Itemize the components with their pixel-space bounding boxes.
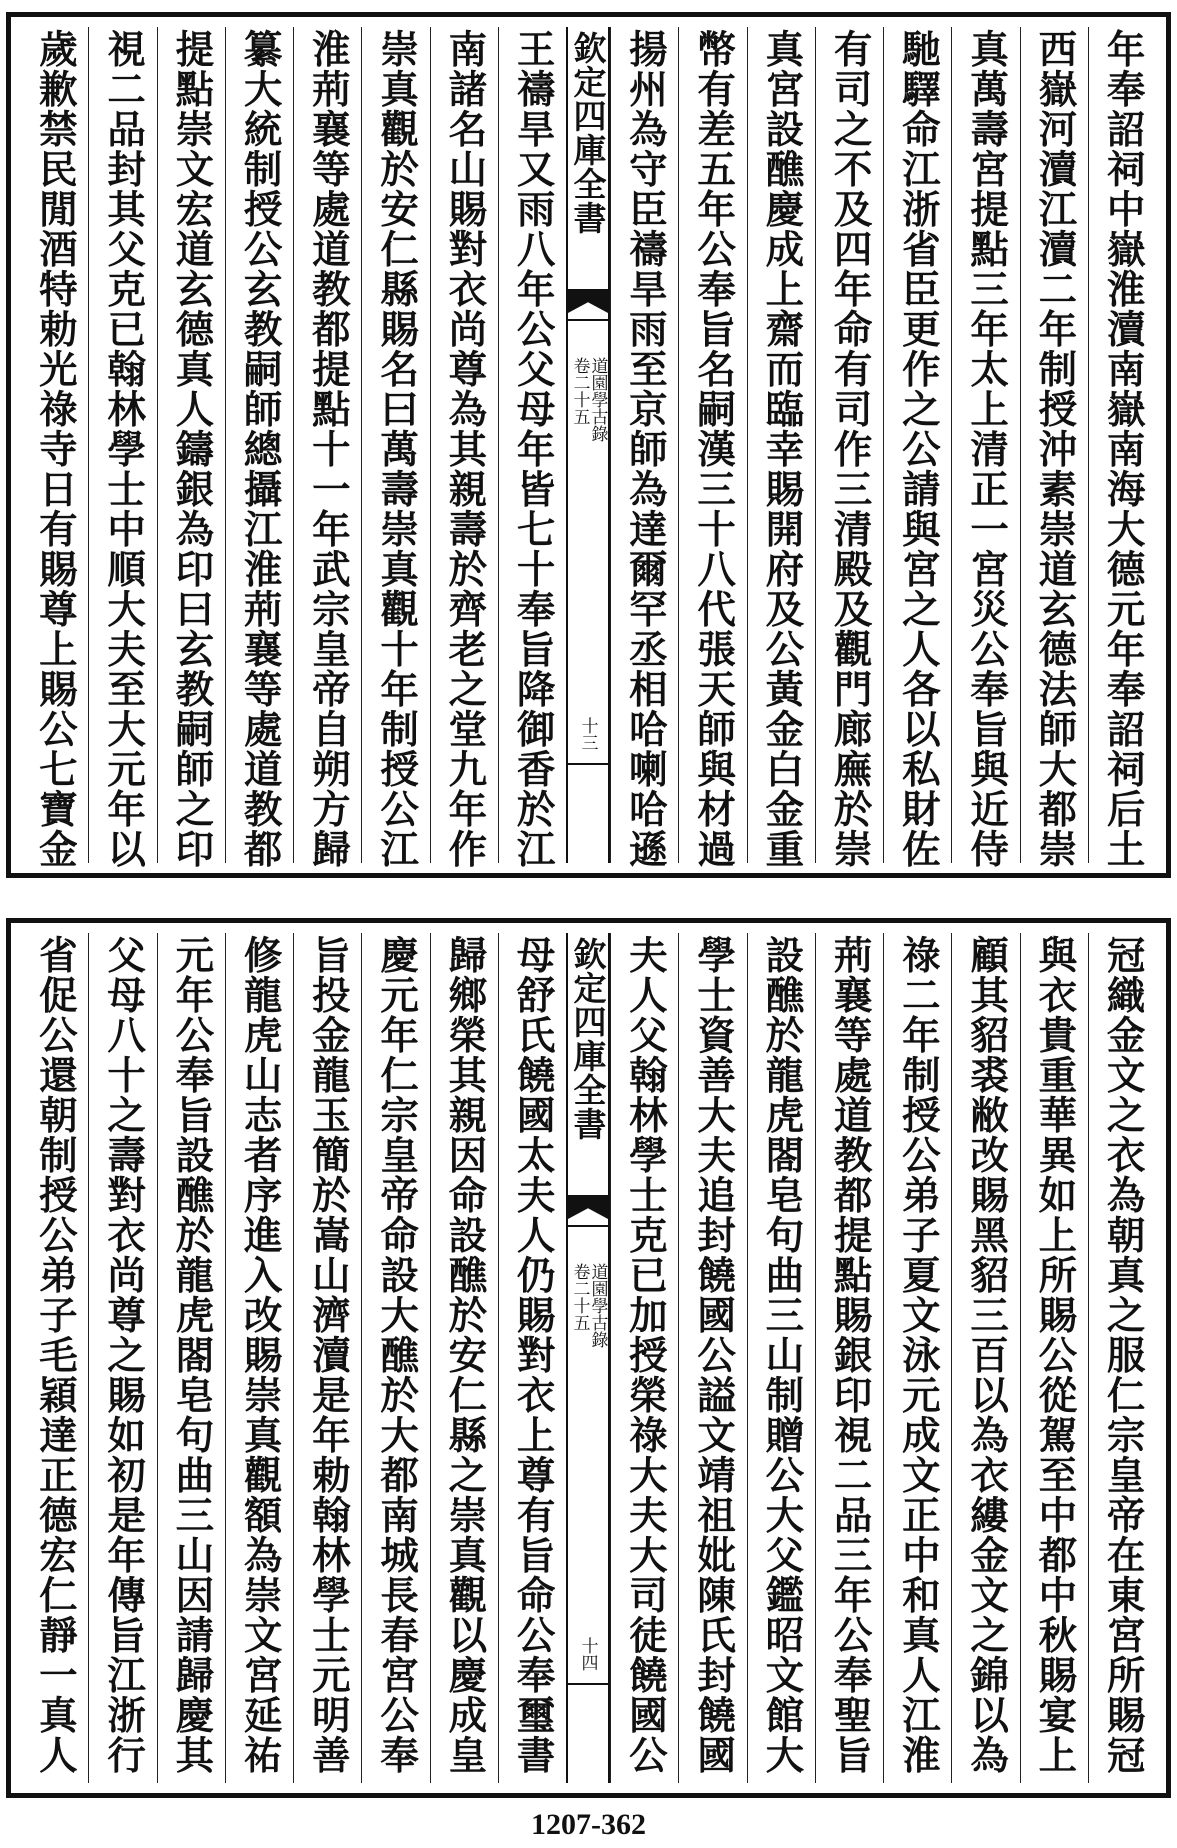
column-text: 慶元年仁宗皇帝命設大醮於大都南城長春宮公奉 — [374, 935, 420, 1775]
text-column — [883, 933, 951, 1783]
fishtail-mark — [568, 289, 608, 313]
column-text: 與衣貴重華異如上所賜公從駕至中都中秋賜宴上 — [1032, 935, 1078, 1775]
text-column — [88, 27, 156, 869]
text-column — [951, 933, 1019, 1783]
text-column — [1020, 27, 1088, 869]
text-column — [883, 27, 951, 869]
text-column — [498, 933, 566, 1783]
fold-center-strip — [566, 27, 610, 863]
column-text: 西嶽河瀆江瀆二年制授沖素崇道玄德法師大都崇 — [1032, 29, 1078, 869]
text-column — [361, 27, 429, 869]
text-column — [157, 933, 225, 1783]
text-column — [361, 933, 429, 1783]
leaf-number: 十四 — [577, 1637, 598, 1671]
column-text: 顧其貂裘敝改賜黑貂三百以為衣縷金文之錦以為 — [964, 935, 1010, 1775]
column-text: 馳驛命江浙省臣更作之公請與宮之人各以私財佐 — [895, 29, 941, 869]
text-column — [747, 27, 815, 869]
column-text: 歲歉禁民閒酒特勅光祿寺日有賜尊上賜公七寶金 — [32, 29, 78, 869]
column-text: 旨投金龍玉簡於嵩山濟瀆是年勅翰林學士元明善 — [305, 935, 351, 1775]
column-text: 纂大統制授公玄教嗣師總攝江淮荊襄等處道教都 — [237, 29, 283, 869]
fishtail-rule — [568, 1225, 608, 1227]
page-lower — [6, 918, 1171, 1798]
text-column — [430, 933, 498, 1783]
column-text: 元年公奉旨設醮於龍虎閤皂句曲三山因請歸慶其 — [169, 935, 215, 1775]
text-column — [1088, 933, 1156, 1783]
column-text: 歸鄉榮其親因命設醮於安仁縣之崇真觀以慶成皇 — [442, 935, 488, 1775]
bottom-rule — [568, 763, 608, 765]
bottom-rule — [568, 1683, 608, 1685]
text-column — [610, 27, 678, 869]
text-column — [610, 933, 678, 1783]
collection-title: 欽定四庫全書 — [568, 937, 608, 1141]
column-text: 設醮於龍虎閤皂句曲三山制贈公大父鑑昭文館大 — [759, 935, 805, 1775]
column-text: 荊襄等處道教都提點賜銀印視二品三年公奉聖旨 — [827, 935, 873, 1775]
book-title: 道園學古錄 — [587, 357, 608, 442]
column-text: 幣有差五年公奉旨名嗣漢三十八代張天師與材過 — [691, 29, 737, 869]
column-text: 淮荊襄等處道教都提點十一年武宗皇帝自朔方歸 — [305, 29, 351, 869]
page-columns — [21, 933, 1156, 1783]
text-column — [293, 27, 361, 869]
column-text: 學士資善大夫追封饒國公謚文靖祖妣陳氏封饒國 — [691, 935, 737, 1775]
column-text: 省促公還朝制授公弟子毛穎達正德宏仁靜一真人 — [32, 935, 78, 1775]
column-text: 揚州為守臣禱旱雨至京師為達爾罕丞相哈喇哈遜 — [622, 29, 668, 869]
text-column — [157, 27, 225, 869]
text-column — [678, 27, 746, 869]
page-upper — [6, 12, 1171, 878]
volume-page-number: 1207-362 — [531, 1808, 646, 1841]
text-column — [678, 933, 746, 1783]
text-column — [498, 27, 566, 869]
book-info — [571, 1263, 606, 1348]
text-column — [815, 933, 883, 1783]
text-column — [293, 933, 361, 1783]
text-column — [815, 27, 883, 869]
collection-title: 欽定四庫全書 — [568, 31, 608, 235]
text-column — [1088, 27, 1156, 869]
book-info — [571, 357, 606, 442]
text-column — [21, 933, 88, 1783]
text-column — [225, 933, 293, 1783]
column-text: 南諸名山賜對衣尚尊為其親壽於齊老之堂九年作 — [442, 29, 488, 869]
column-text: 真萬壽宮提點三年太上清正一宮災公奉旨與近侍 — [964, 29, 1010, 869]
fishtail-mark — [568, 1195, 608, 1219]
fishtail-rule — [568, 319, 608, 321]
column-text: 真宮設醮慶成上齋而臨幸賜開府及公黃金白金重 — [759, 29, 805, 869]
leaf-number: 十三 — [577, 717, 598, 751]
text-column — [951, 27, 1019, 869]
column-text: 母舒氏饒國太夫人仍賜對衣上尊有旨命公奉璽書 — [510, 935, 556, 1775]
text-column — [21, 27, 88, 869]
column-text: 年奉詔祠中嶽淮瀆南嶽南海大德元年奉詔祠后土 — [1100, 29, 1146, 869]
text-column — [1020, 933, 1088, 1783]
text-column — [430, 27, 498, 869]
text-column — [88, 933, 156, 1783]
page-columns — [21, 27, 1156, 869]
fold-center-strip — [566, 933, 610, 1783]
book-title: 道園學古錄 — [587, 1263, 608, 1348]
column-text: 有司之不及四年命有司作三清殿及觀門廊廡於崇 — [827, 29, 873, 869]
juan-number: 卷二十五 — [569, 1263, 590, 1331]
column-text: 修龍虎山志者序進入改賜崇真觀額為崇文宮延祐 — [237, 935, 283, 1775]
column-text: 崇真觀於安仁縣賜名曰萬壽崇真觀十年制授公江 — [374, 29, 420, 869]
juan-number: 卷二十五 — [569, 357, 590, 425]
column-text: 父母八十之壽對衣尚尊之賜如初是年傳旨江浙行 — [101, 935, 147, 1775]
column-text: 祿二年制授公弟子夏文泳元成文正中和真人江淮 — [895, 935, 941, 1775]
column-text: 提點崇文宏道玄德真人鑄銀為印曰玄教嗣師之印 — [169, 29, 215, 869]
column-text: 夫人父翰林學士克已加授榮祿大夫大司徒饒國公 — [622, 935, 668, 1775]
column-text: 視二品封其父克已翰林學士中順大夫至大元年以 — [101, 29, 147, 869]
column-text: 王禱旱又雨八年公父母年皆七十奉旨降御香於江 — [510, 29, 556, 869]
text-column — [747, 933, 815, 1783]
column-text: 冠織金文之衣為朝真之服仁宗皇帝在東宮所賜冠 — [1100, 935, 1146, 1775]
text-column — [225, 27, 293, 869]
